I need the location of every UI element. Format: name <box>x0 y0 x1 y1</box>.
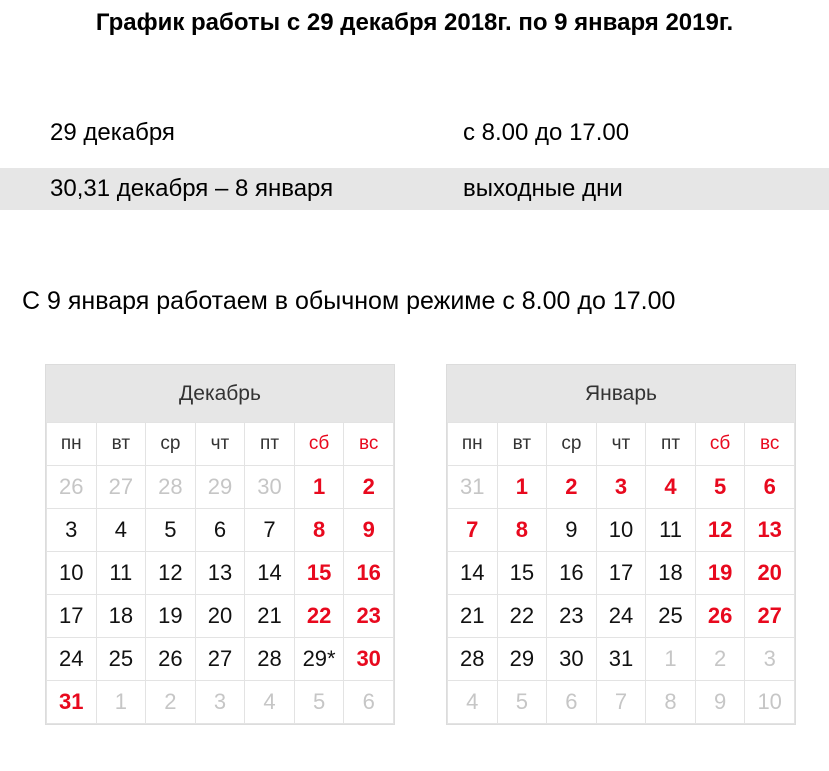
calendar-day: 21 <box>245 595 295 638</box>
schedule-row <box>0 112 829 154</box>
calendar-day-holiday: 2 <box>547 466 597 509</box>
calendar-day: 10 <box>596 509 646 552</box>
calendar-day-outside-month: 4 <box>448 681 498 724</box>
calendar-day: 7 <box>245 509 295 552</box>
weekday-label: вс <box>745 423 795 466</box>
calendar-december <box>45 364 395 725</box>
weekday-label: сб <box>695 423 745 466</box>
calendar-day: 25 <box>96 638 146 681</box>
calendar-day-holiday: 20 <box>745 552 795 595</box>
calendar-week-row <box>47 466 394 509</box>
calendar-day: 18 <box>646 552 696 595</box>
weekday-label: сб <box>294 423 344 466</box>
calendar-day-holiday: 2 <box>344 466 394 509</box>
calendar-day: 28 <box>245 638 295 681</box>
calendar-day-holiday: 1 <box>294 466 344 509</box>
weekday-label: вс <box>344 423 394 466</box>
calendar-day-outside-month: 2 <box>146 681 196 724</box>
calendar-day: 26 <box>146 638 196 681</box>
calendar-day-outside-month: 4 <box>245 681 295 724</box>
weekday-label: пн <box>47 423 97 466</box>
weekday-label: вт <box>96 423 146 466</box>
calendar-day-holiday: 8 <box>294 509 344 552</box>
calendar-day-holiday: 5 <box>695 466 745 509</box>
weekday-label: пн <box>448 423 498 466</box>
calendar-day: 27 <box>195 638 245 681</box>
weekday-label: чт <box>596 423 646 466</box>
calendar-week-row <box>448 509 795 552</box>
calendar-day-outside-month: 9 <box>695 681 745 724</box>
calendar-day-holiday: 6 <box>745 466 795 509</box>
calendar-week-row <box>448 638 795 681</box>
calendar-day: 12 <box>146 552 196 595</box>
page-title: График работы с 29 декабря 2018г. по 9 января 2019г. <box>95 9 734 36</box>
calendar-day-holiday: 19 <box>695 552 745 595</box>
calendar-day-holiday: 8 <box>497 509 547 552</box>
calendar-day: 28 <box>448 638 498 681</box>
schedule-row <box>0 168 829 210</box>
calendar-day-outside-month: 7 <box>596 681 646 724</box>
calendar-day-outside-month: 6 <box>344 681 394 724</box>
calendar-day: 21 <box>448 595 498 638</box>
calendar-day-outside-month: 2 <box>695 638 745 681</box>
calendar-day: 14 <box>245 552 295 595</box>
weekday-label: пт <box>646 423 696 466</box>
calendar-day-holiday: 13 <box>745 509 795 552</box>
calendar-january <box>446 364 796 725</box>
calendar-week-row <box>47 638 394 681</box>
calendar-week-row <box>448 466 795 509</box>
calendar-month-title: Декабрь <box>46 365 394 422</box>
weekday-label: пт <box>245 423 295 466</box>
schedule-date: 30,31 декабря – 8 января <box>50 175 334 202</box>
weekday-label: ср <box>547 423 597 466</box>
calendar-day: 3 <box>47 509 97 552</box>
calendar-day-holiday: 4 <box>646 466 696 509</box>
weekday-label: чт <box>195 423 245 466</box>
calendar-day: 25 <box>646 595 696 638</box>
calendar-day: 11 <box>96 552 146 595</box>
weekday-label: вт <box>497 423 547 466</box>
calendar-day-outside-month: 31 <box>448 466 498 509</box>
calendar-day: 22 <box>497 595 547 638</box>
calendar-day: 23 <box>547 595 597 638</box>
calendar-day: 4 <box>96 509 146 552</box>
calendar-day: 16 <box>547 552 597 595</box>
calendar-week-row <box>448 681 795 724</box>
calendar-day: 31 <box>596 638 646 681</box>
calendar-day: 20 <box>195 595 245 638</box>
calendar-day: 11 <box>646 509 696 552</box>
calendar-day-holiday: 16 <box>344 552 394 595</box>
calendar-week-row <box>448 595 795 638</box>
calendar-day-outside-month: 3 <box>745 638 795 681</box>
calendar-day-holiday: 30 <box>344 638 394 681</box>
calendar-day-outside-month: 5 <box>497 681 547 724</box>
calendar-day: 9 <box>547 509 597 552</box>
calendar-day: 17 <box>47 595 97 638</box>
calendar-day: 14 <box>448 552 498 595</box>
calendar-week-row <box>47 552 394 595</box>
calendar-day-holiday: 27 <box>745 595 795 638</box>
calendar-week-row <box>47 509 394 552</box>
calendar-day: 24 <box>47 638 97 681</box>
calendar-day: 10 <box>47 552 97 595</box>
calendar-day-outside-month: 30 <box>245 466 295 509</box>
schedule-hours: с 8.00 до 17.00 <box>463 119 630 146</box>
calendar-day-holiday: 1 <box>497 466 547 509</box>
calendar-day-outside-month: 6 <box>547 681 597 724</box>
calendar-day-holiday: 12 <box>695 509 745 552</box>
calendar-day-outside-month: 29 <box>195 466 245 509</box>
calendar-day: 15 <box>497 552 547 595</box>
calendar-day-outside-month: 28 <box>146 466 196 509</box>
calendar-grid <box>46 422 394 724</box>
calendar-day-outside-month: 10 <box>745 681 795 724</box>
calendar-day: 19 <box>146 595 196 638</box>
calendar-day-holiday: 9 <box>344 509 394 552</box>
calendar-day: 13 <box>195 552 245 595</box>
weekday-header-row <box>47 423 394 466</box>
calendar-day-holiday: 26 <box>695 595 745 638</box>
calendar-week-row <box>448 552 795 595</box>
calendar-day: 29* <box>294 638 344 681</box>
calendar-day: 18 <box>96 595 146 638</box>
calendar-month-title: Январь <box>447 365 795 422</box>
calendar-day: 24 <box>596 595 646 638</box>
calendar-day-holiday: 23 <box>344 595 394 638</box>
calendar-day-outside-month: 1 <box>646 638 696 681</box>
calendar-day-outside-month: 5 <box>294 681 344 724</box>
calendar-day-outside-month: 1 <box>96 681 146 724</box>
regular-hours-note: С 9 января работаем в обычном режиме с 8.00 до 17.00 <box>22 287 676 315</box>
schedule-hours: выходные дни <box>463 175 623 202</box>
calendar-day: 5 <box>146 509 196 552</box>
calendar-day-holiday: 3 <box>596 466 646 509</box>
weekday-header-row <box>448 423 795 466</box>
calendar-day-outside-month: 27 <box>96 466 146 509</box>
schedule-date: 29 декабря <box>50 119 175 146</box>
calendar-day-outside-month: 8 <box>646 681 696 724</box>
calendar-day-outside-month: 3 <box>195 681 245 724</box>
weekday-label: ср <box>146 423 196 466</box>
calendar-grid <box>447 422 795 724</box>
calendar-day: 29 <box>497 638 547 681</box>
calendar-day: 30 <box>547 638 597 681</box>
calendar-day-outside-month: 26 <box>47 466 97 509</box>
calendar-week-row <box>47 681 394 724</box>
calendar-day: 17 <box>596 552 646 595</box>
calendar-day-holiday: 7 <box>448 509 498 552</box>
calendar-day: 6 <box>195 509 245 552</box>
calendar-day-holiday: 22 <box>294 595 344 638</box>
calendar-day-holiday: 31 <box>47 681 97 724</box>
calendar-day-holiday: 15 <box>294 552 344 595</box>
calendar-week-row <box>47 595 394 638</box>
